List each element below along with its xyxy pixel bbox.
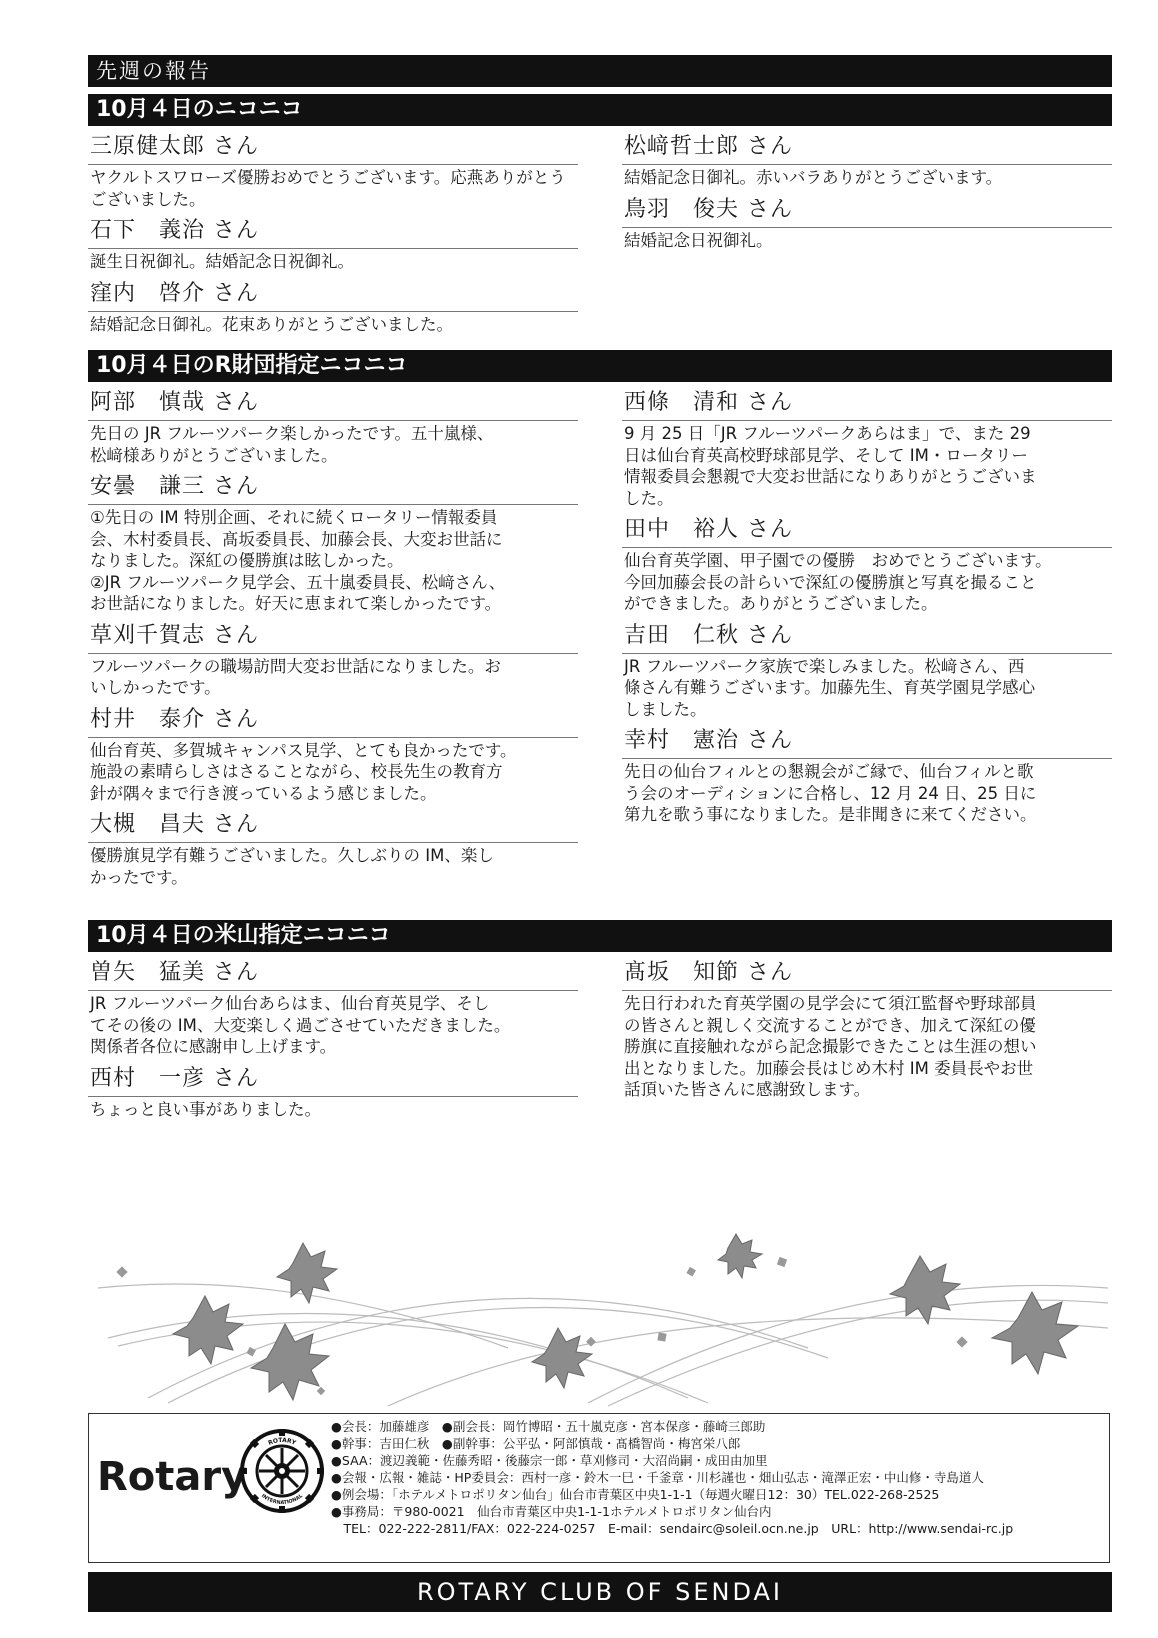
report-entry bbox=[622, 619, 1112, 725]
member-name: 西村 一彦 さん bbox=[88, 1062, 578, 1097]
member-name: 村井 泰介 さん bbox=[88, 703, 578, 738]
member-message: 9 月 25 日「JR フルーツパークあらはま」で、また 29 日は仙台育英高校野球部見学、そして IM・ロータリー 情報委員会懇親で大変お世話になりありがとうございま した。 bbox=[624, 424, 1037, 508]
section-title-bar bbox=[88, 920, 1112, 952]
member-message: ちょっと良い事がありました。 bbox=[90, 1099, 321, 1119]
report-entry bbox=[88, 1062, 578, 1125]
member-name: 三原健太郎 さん bbox=[88, 130, 578, 165]
club-name-bar bbox=[88, 1572, 1112, 1612]
rotary-logo-text: Rotary bbox=[97, 1454, 248, 1500]
section-1-left-column bbox=[88, 130, 578, 339]
section-3-left-column bbox=[88, 956, 578, 1124]
maple-leaf-icon bbox=[992, 1292, 1078, 1374]
member-message: 誕生日祝御礼。結婚記念日祝御礼。 bbox=[90, 252, 354, 271]
report-entry bbox=[88, 619, 578, 703]
info-line: TEL：022-222-2811/FAX：022-224-0257 E-mail：sendairc@soleil.ocn.ne.jp URL：http://www.sendai-rc.jp bbox=[331, 1521, 1014, 1536]
section-2-right-column bbox=[622, 386, 1112, 830]
member-name: 安曇 謙三 さん bbox=[88, 470, 578, 505]
member-message: 先日の仙台フィルとの懇親会がご縁で、仙台フィルと歌 う会のオーディションに合格し、12 月 24 日、25 日に 第九を歌う事になりました。是非聞きに来てください。 bbox=[624, 762, 1037, 824]
member-message: 仙台育英、多賀城キャンパス見学、とても良かったです。 施設の素晴らしさはさることながら、校長先生の教育方 針が隅々まで行き渡っているよう感じました。 bbox=[90, 740, 517, 803]
report-entry bbox=[622, 513, 1112, 619]
info-line: ●会報・広報・雑誌・HP委員会：西村一彦・鈴木一巳・千釜章・川杉謹也・畑山弘志・滝澤正宏・中山修・寺島道人 bbox=[331, 1470, 984, 1485]
member-name: 田中 裕人 さん bbox=[622, 513, 1112, 548]
member-name: 髙坂 知節 さん bbox=[622, 956, 1112, 991]
wheel-bottom-text: INTERNATIONAL bbox=[260, 1492, 304, 1507]
info-line: ●例会場：「ホテルメトロポリタン仙台」仙台市青葉区中央1-1-1（毎週火曜日12：30）TEL.022-268-2525 bbox=[331, 1487, 940, 1502]
section-title-bar bbox=[88, 94, 1112, 126]
member-message: 先日の JR フルーツパーク楽しかったです。五十嵐様、 松﨑様ありがとうございました。 bbox=[90, 424, 494, 465]
member-message: ヤクルトスワローズ優勝おめでとうございます。応燕ありがとうございました。 bbox=[90, 168, 566, 209]
section-title: 10月４日のニコニコ bbox=[96, 97, 303, 122]
section-title-bar bbox=[88, 350, 1112, 382]
wheel-top-text: ROTARY bbox=[267, 1436, 297, 1447]
member-name: 草刈千賀志 さん bbox=[88, 619, 578, 654]
member-message: 結婚記念日御礼。花束ありがとうございました。 bbox=[90, 314, 453, 334]
report-entry bbox=[622, 386, 1112, 513]
member-name: 幸村 憲治 さん bbox=[622, 724, 1112, 759]
section-3-right-column bbox=[622, 956, 1112, 1105]
autumn-leaves-decoration bbox=[88, 1228, 1112, 1408]
report-entry bbox=[622, 956, 1112, 1105]
member-message: JR フルーツパーク仙台あらはま、仙台育英見学、そし てその後の IM、大変楽しく過ごさせていただきました。 関係者各位に感謝申し上げます。 bbox=[90, 994, 511, 1056]
member-name: 鳥羽 俊夫 さん bbox=[622, 193, 1112, 228]
maple-leaf-icon bbox=[251, 1324, 329, 1400]
info-line: ●事務局：〒980-0021 仙台市青葉区中央1-1-1ホテルメトロポリタン仙台内 bbox=[331, 1504, 772, 1519]
report-entry bbox=[88, 956, 578, 1062]
report-entry bbox=[88, 703, 578, 809]
maple-leaf-icon bbox=[890, 1256, 960, 1324]
report-entry bbox=[88, 214, 578, 277]
member-name: 吉田 仁秋 さん bbox=[622, 619, 1112, 654]
member-message: 仙台育英学園、甲子園での優勝 おめでとうございます。 今回加藤会長の計らいで深紅の優勝旗と写真を撮ること ができました。ありがとうございました。 bbox=[624, 551, 1052, 613]
report-entry bbox=[88, 470, 578, 619]
member-name: 石下 義治 さん bbox=[88, 214, 578, 249]
member-name: 曽矢 猛美 さん bbox=[88, 956, 578, 991]
report-entry bbox=[622, 724, 1112, 830]
member-name: 阿部 慎哉 さん bbox=[88, 386, 578, 421]
member-message: 結婚記念日祝御礼。 bbox=[624, 230, 773, 250]
member-message: ①先日の IM 特別企画、それに続くロータリー情報委員 会、木村委員長、髙坂委員長、加藤会長、大変お世話に なりました。深紅の優勝旗は眩しかった。 ②JR フルーツパーク見学会、五十嵐委員長、松﨑さん、 お世話になりました。好天に恵まれて楽しかったです。 bbox=[90, 508, 506, 613]
report-entry bbox=[88, 808, 578, 892]
info-line: ●会長：加藤雄彦 ●副会長：岡竹博昭・五十嵐克彦・宮本保彦・藤崎三郎助 bbox=[331, 1419, 766, 1434]
report-entry bbox=[622, 193, 1112, 256]
info-line: ●SAA：渡辺義範・佐藤秀昭・後藤宗一郎・草刈修司・大沼尚嗣・成田由加里 bbox=[331, 1453, 768, 1468]
maple-leaf-icon bbox=[532, 1328, 592, 1388]
member-name: 松﨑哲士郎 さん bbox=[622, 130, 1112, 165]
club-name: ROTARY CLUB OF SENDAI bbox=[416, 1578, 784, 1606]
page-header-title: 先週の報告 bbox=[96, 59, 211, 83]
report-entry bbox=[88, 130, 578, 214]
member-name: 大槻 昌夫 さん bbox=[88, 808, 578, 843]
section-1-right-column bbox=[622, 130, 1112, 255]
club-info-box bbox=[88, 1413, 1110, 1563]
maple-leaf-icon bbox=[277, 1243, 337, 1303]
member-name: 西條 清和 さん bbox=[622, 386, 1112, 421]
member-message: 先日行われた育英学園の見学会にて須江監督や野球部員 の皆さんと親しく交流することができ、加えて深紅の優 勝旗に直接触れながら記念撮影できたことは生涯の想い 出となりました。加藤会長はじめ木村 IM 委員長やお世 話頂いた皆さんに感謝致します。 bbox=[624, 994, 1037, 1099]
member-message: フルーツパークの職場訪問大変お世話になりました。お いしかったです。 bbox=[90, 656, 501, 697]
maple-leaf-icon bbox=[173, 1296, 243, 1364]
club-info-lines bbox=[331, 1418, 1101, 1537]
member-message: 結婚記念日御礼。赤いバラありがとうございます。 bbox=[624, 168, 1003, 187]
info-line: ●幹事：吉田仁秋 ●副幹事：公平弘・阿部慎哉・髙橋智尚・梅宮栄八郎 bbox=[331, 1436, 741, 1451]
section-2-left-column bbox=[88, 386, 578, 892]
section-title: 10月４日の米山指定ニコニコ bbox=[96, 923, 391, 948]
maple-leaf-icon bbox=[718, 1234, 762, 1278]
report-entry bbox=[88, 277, 578, 340]
member-message: 優勝旗見学有難うございました。久しぶりの IM、楽し かったです。 bbox=[90, 846, 494, 887]
member-name: 窪内 啓介 さん bbox=[88, 277, 578, 312]
member-message: JR フルーツパーク家族で楽しみました。松﨑さん、西 條さん有難うございます。加藤先生、育英学園見学感心 しました。 bbox=[624, 656, 1036, 719]
rotary-wheel-icon bbox=[239, 1428, 325, 1514]
page-header-bar bbox=[88, 55, 1112, 87]
report-entry bbox=[88, 386, 578, 470]
report-entry bbox=[622, 130, 1112, 193]
section-title: 10月４日のR財団指定ニコニコ bbox=[96, 353, 408, 378]
